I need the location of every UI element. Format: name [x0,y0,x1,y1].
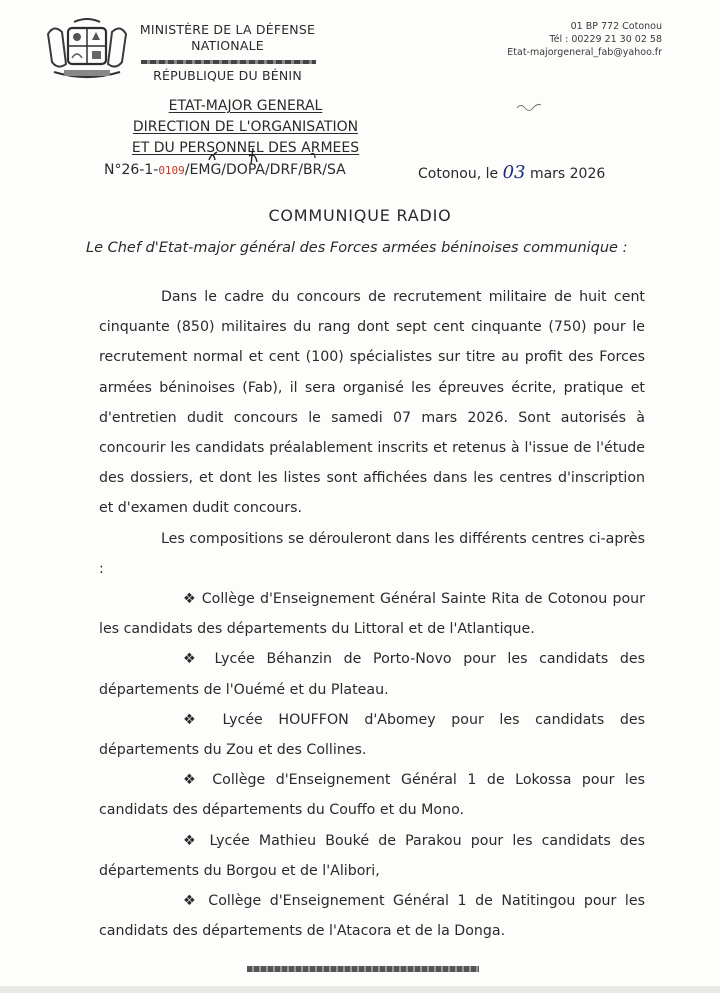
document-subtitle: Le Chef d'Etat-major général des Forces armées béninoises communique : [86,240,628,256]
date-suffix: mars 2026 [529,166,606,182]
list-item [99,765,645,825]
exam-center-text: Collège d'Enseignement Général 1 de Lokossa pour les candidats des départements du Couffo et du Mono. [99,772,645,819]
list-item [99,826,645,886]
org-line-2: DIRECTION DE L'ORGANISATION [132,119,359,135]
exam-center-text: Collège d'Enseignement Général Sainte Rita de Cotonou pour les candidats des départements du Littoral et de l'Atlantique. [99,591,645,638]
ministry-name-line2: NATIONALE [191,38,264,53]
ministry-divider [141,60,316,64]
document-date [418,162,605,183]
reference-suffix: /EMG/DOPA/DRF/BR/SA [184,162,346,178]
coat-of-arms-icon [44,18,130,82]
exam-center-text: Lycée Mathieu Bouké de Parakou pour les candidats des départements du Borgou et de l'Alibori, [99,832,645,879]
bullet-icon: ❖ [183,711,207,728]
republic-name: RÉPUBLIQUE DU BÉNIN [153,68,302,83]
exam-center-text: Collège d'Enseignement Général 1 de Natitingou pour les candidats des départements de l'Atacora et de la Donga. [99,893,645,940]
list-item [99,584,645,644]
pen-mark-icon [515,100,543,112]
phone-number: Tél : 00229 21 30 02 58 [549,34,662,45]
exam-center-text: Lycée Béhanzin de Porto-Novo pour les candidats des départements de l'Ouémé et du Plateau. [99,651,646,698]
reference-handwritten-number: 0109 [158,164,185,177]
bullet-icon: ❖ [183,772,202,789]
paragraph-announcement: Dans le cadre du concours de recrutement militaire de huit cent cinquante (850) militaires du rang dont sept cent cinquante (750) pour le recrutement normal et cent (100) spécialistes sur titre au profit des Forces armées béninoises (Fab), il sera organisé les épreuves écrite, pratique et d'entretien dudit concours le samedi 07 mars 2026. Sont autorisés à concourir les candidats préalablement inscrits et retenus à l'issue de l'étude des dossiers, et dont les listes sont affichées dans les centres d'inscription et d'examen dudit concours. [99,289,645,517]
paragraph-centers-intro: Les compositions se dérouleront dans les différents centres ci-après : [99,530,645,577]
document-title: COMMUNIQUE RADIO [268,206,452,225]
exam-center-text: Lycée HOUFFON d'Abomey pour les candidats des départements du Zou et des Collines. [99,711,645,759]
postal-address: 01 BP 772 Cotonou [570,21,662,32]
list-item [99,705,645,765]
bullet-icon: ❖ [183,832,201,849]
contact-block [507,20,662,59]
date-prefix: Cotonou, le [418,166,499,182]
reference-number [104,162,346,178]
bullet-icon: ❖ [183,651,203,668]
list-item [99,886,645,946]
email-address: Etat-majorgeneral_fab@yahoo.fr [507,47,662,58]
footer-divider [247,966,479,972]
bullet-icon: ❖ [183,591,197,608]
ministry-block [135,22,320,84]
date-day: 03 [502,162,526,183]
exam-centers-list [99,584,645,946]
org-line-1: ETAT-MAJOR GENERAL [168,98,323,114]
reference-prefix: N°26-1- [104,162,159,178]
bullet-icon: ❖ [183,893,200,910]
document-body [99,282,645,946]
page-bottom-edge [0,986,720,993]
list-item [99,644,645,704]
org-line-3: ET DU PERSONNEL DES ARMEES [131,140,360,156]
ministry-name-line1: MINISTÈRE DE LA DÉFENSE [139,22,316,37]
